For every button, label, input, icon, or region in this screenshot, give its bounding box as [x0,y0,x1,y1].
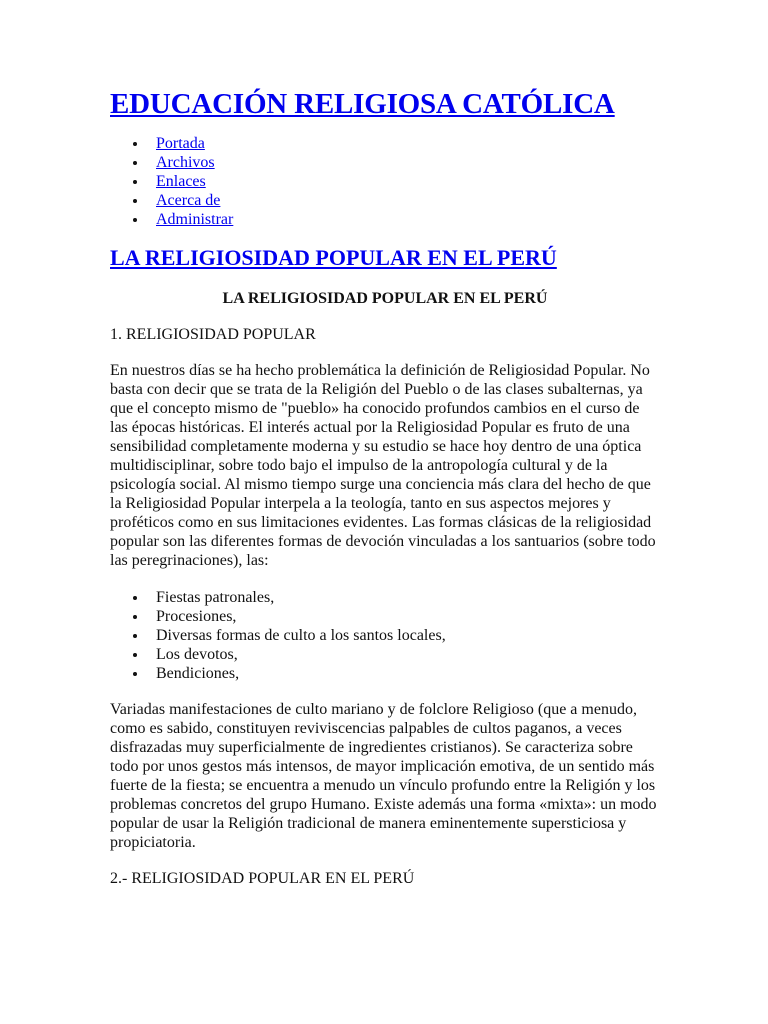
nav-link-acerca-de[interactable]: Acerca de [156,192,221,209]
nav-menu [110,134,660,229]
post-title-link[interactable]: LA RELIGIOSIDAD POPULAR EN EL PERÚ [110,245,557,270]
nav-item-administrar [156,210,660,229]
site-title [110,86,660,122]
list-item: Fiestas patronales, [156,588,660,607]
list-item: Diversas formas de culto a los santos locales, [156,626,660,645]
article-heading: LA RELIGIOSIDAD POPULAR EN EL PERÚ [222,290,548,307]
nav-item-portada [156,134,660,153]
list-item: Bendiciones, [156,664,660,683]
post-title [110,244,660,272]
nav-link-archivos[interactable]: Archivos [156,154,215,171]
nav-item-acerca-de [156,191,660,210]
list-item: Los devotos, [156,645,660,664]
devotion-list [110,588,660,683]
nav-link-enlaces[interactable]: Enlaces [156,173,206,190]
nav-link-portada[interactable]: Portada [156,135,205,152]
list-item: Procesiones, [156,607,660,626]
nav-link-administrar[interactable]: Administrar [156,211,234,228]
nav-item-enlaces [156,172,660,191]
section-heading-1: 1. RELIGIOSIDAD POPULAR [110,326,316,343]
paragraph-2: Variadas manifestaciones de culto mariano y de folclore Religioso (que a menudo, como es sabido, constituyen reviviscencias palpables de cultos paganos, a veces disfrazadas muy superficialmente de ingredientes cristianos). Se caracteriza sobre todo por unos gestos más intensos, de mayor implicación emotiva, de un sentido más fuerte de la fiesta; se encuentra a menudo un vínculo profundo entre la Religión y los problemas concretos del grupo Humano. Existe además una forma «mixta»: un modo popular de usar la Religión tradicional de manera eminentemente supersticiosa y propiciatoria. [110,701,657,851]
site-title-link[interactable]: EDUCACIÓN RELIGIOSA CATÓLICA [110,88,615,120]
page-content [110,0,660,888]
paragraph-1: En nuestros días se ha hecho problemática la definición de Religiosidad Popular. No basta con decir que se trata de la Religión del Pueblo o de las clases subalternas, ya que el concepto mismo de "pueblo» ha conocido profundos cambios en el curso de las épocas históricas. El interés actual por la Religiosidad Popular es fruto de una sensibilidad completamente moderna y su estudio se hace hoy dentro de una óptica multidisciplinar, sobre todo bajo el impulso de la antropología cultural y de la psicología social. Al mismo tiempo surge una conciencia más clara del hecho de que la Religiosidad Popular interpela a la teología, tanto en sus aspectos mejores y proféticos como en sus limitaciones evidentes. Las formas clásicas de la religiosidad popular son las diferentes formas de devoción vinculadas a los santuarios (sobre todo las peregrinaciones), las: [110,362,656,569]
section-heading-2: 2.- RELIGIOSIDAD POPULAR EN EL PERÚ [110,870,415,887]
nav-item-archivos [156,153,660,172]
